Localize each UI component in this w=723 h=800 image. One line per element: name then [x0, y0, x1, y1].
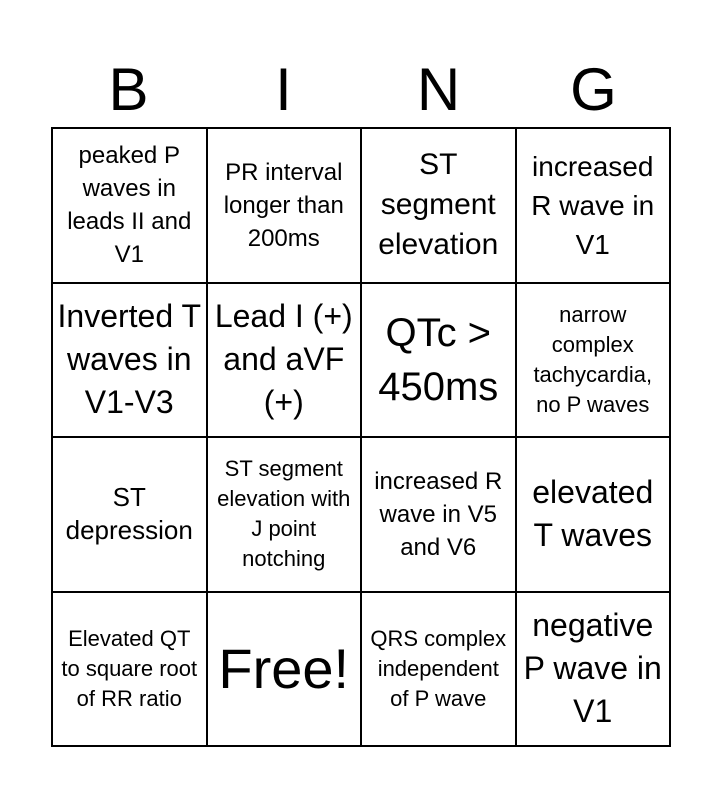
- bingo-cell-text: elevated T waves: [532, 474, 654, 554]
- bingo-cell-text: ST segment elevation: [378, 148, 499, 262]
- bingo-cell-text: Inverted T waves in V1-V3: [57, 298, 201, 421]
- header-letter-b: B: [108, 56, 149, 123]
- bingo-cell-r2c2[interactable]: [208, 284, 363, 439]
- header-letter-i: I: [275, 56, 292, 123]
- bingo-cell-text: increased R wave in V1: [531, 150, 655, 260]
- bingo-cell-r3c4[interactable]: [517, 438, 672, 593]
- bingo-cell-text: QTc > 450ms: [378, 310, 499, 409]
- bingo-header: [51, 52, 671, 128]
- bingo-cell-r1c2[interactable]: [208, 129, 363, 284]
- bingo-cell-text: ST segment elevation with J point notching: [217, 456, 351, 572]
- bingo-cell-r2c1[interactable]: [53, 284, 208, 439]
- bingo-cell-r3c3[interactable]: [362, 438, 517, 593]
- bingo-cell-r3c2[interactable]: [208, 438, 363, 593]
- bingo-cell-text: PR interval longer than 200ms: [223, 158, 344, 252]
- bingo-cell-r4c1[interactable]: [53, 593, 208, 748]
- bingo-cell-r4c3[interactable]: [362, 593, 517, 748]
- bingo-cell-text: QRS complex independent of P wave: [370, 625, 507, 711]
- bingo-cell-text: peaked P waves in leads II and V1: [67, 142, 192, 269]
- bingo-cell-r3c1[interactable]: [53, 438, 208, 593]
- bingo-cell-r1c4[interactable]: [517, 129, 672, 284]
- bingo-cell-text: negative P wave in V1: [523, 607, 662, 730]
- bingo-cell-text: narrow complex tachycardia, no P waves: [533, 301, 653, 417]
- bingo-cell-r2c3[interactable]: [362, 284, 517, 439]
- bingo-cell-free[interactable]: [208, 593, 363, 748]
- bingo-cell-r1c3[interactable]: [362, 129, 517, 284]
- bingo-cell-text: ST depression: [65, 482, 193, 546]
- bingo-cell-r2c4[interactable]: [517, 284, 672, 439]
- bingo-cell-r1c1[interactable]: [53, 129, 208, 284]
- bingo-board: [51, 127, 671, 747]
- header-letter-g: G: [570, 56, 617, 123]
- bingo-cell-text: increased R wave in V5 and V6: [374, 467, 503, 561]
- bingo-cell-text: Lead I (+) and aVF (+): [214, 298, 353, 421]
- free-space-label: Free!: [218, 636, 350, 700]
- bingo-cell-text: Elevated QT to square root of RR ratio: [61, 625, 198, 711]
- header-letter-n: N: [416, 56, 461, 123]
- bingo-cell-r4c4[interactable]: [517, 593, 672, 748]
